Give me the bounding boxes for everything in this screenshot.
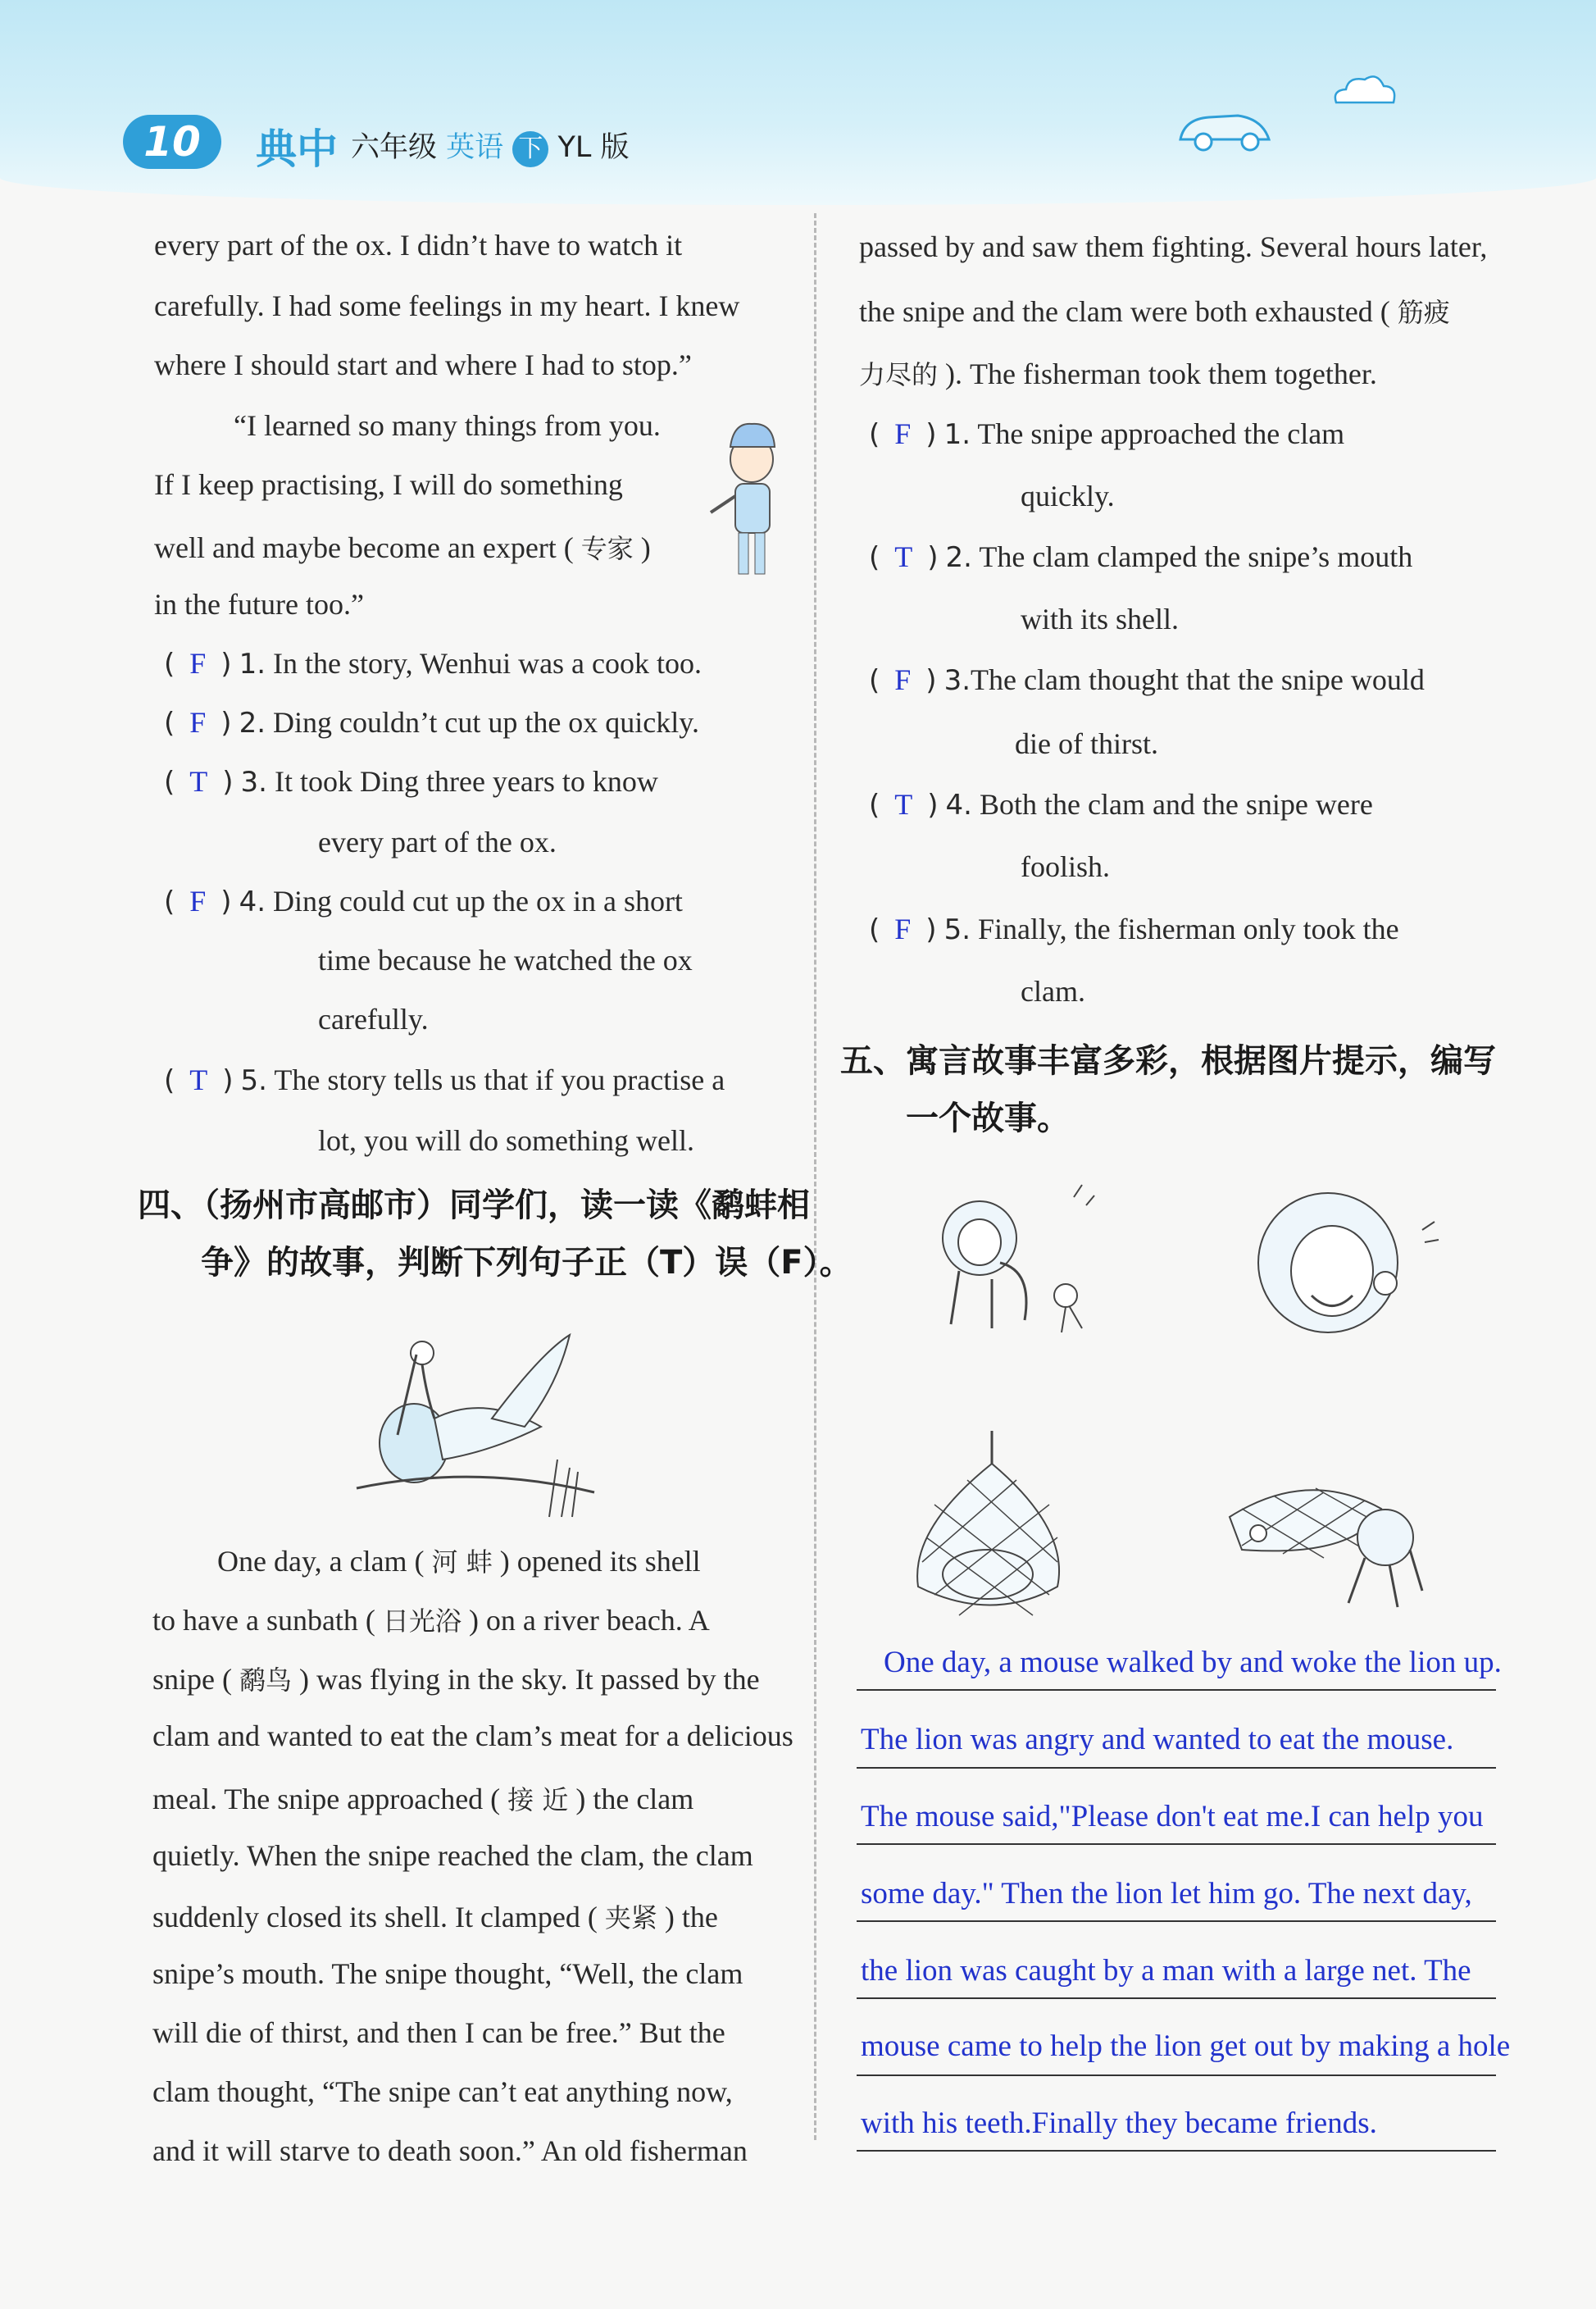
story-answer-line: the lion was caught by a man with a large net. The [861, 1954, 1471, 1988]
story-line: If I keep practising, I will do something [154, 468, 623, 501]
brand-logo: 典中 [256, 125, 338, 173]
question-row: ( F ) 5. Finally, the fisherman only took the [869, 913, 1399, 946]
section5-title: 五、寓言故事丰富多彩，根据图片提示，编写 [840, 1042, 1496, 1080]
answer-mark: T [894, 540, 913, 573]
question-row: ( T ) 3. It took Ding three years to know [164, 765, 658, 799]
story2-line: snipe ( 鹬鸟 ) was flying in the sky. It passed by the [152, 1663, 760, 1696]
lion-mouse-picture-2 [1238, 1181, 1451, 1345]
story-answer-line: One day, a mouse walked by and woke the lion up. [884, 1646, 1502, 1679]
cloud-decoration-icon [1328, 70, 1402, 111]
answer-mark: T [189, 1063, 208, 1096]
lion-in-net-picture-3 [902, 1431, 1066, 1624]
question-cont: carefully. [318, 1003, 429, 1036]
answer-mark: F [189, 885, 207, 918]
answer-mark: T [894, 788, 913, 821]
story-line: in the future too.” [154, 588, 364, 621]
story2-line: quietly. When the snipe reached the clam, the clam [152, 1839, 753, 1872]
approach-translation: 接 近 [507, 1784, 569, 1815]
story2-line: clam thought, “The snipe can’t eat anything now, [152, 2075, 733, 2108]
story2-line: meal. The snipe approached ( 接 近 ) the clam [152, 1783, 694, 1815]
lion-mouse-picture-1 [910, 1181, 1123, 1345]
question-row: ( F ) 4. Ding could cut up the ox in a short [164, 885, 683, 918]
question-cont: quickly. [1021, 480, 1115, 512]
subject-label: 英语 [446, 131, 504, 164]
story-answer-line: The lion was angry and wanted to eat the mouse. [861, 1723, 1454, 1756]
story2-cont-line: 力尽的 ). The fisherman took them together. [859, 358, 1377, 390]
answer-mark: F [894, 417, 912, 450]
answer-mark: T [189, 765, 208, 798]
story2-line: clam and wanted to eat the clam’s meat for a delicious [152, 1719, 793, 1752]
story-line: every part of the ox. I didn’t have to watch it [154, 229, 683, 262]
story-answer-line: some day." Then the lion let him go. The next day, [861, 1877, 1472, 1911]
answer-mark: F [894, 913, 912, 945]
section4-title: 四、（扬州市高邮市）同学们，读一读《鹬蚌相 [138, 1186, 810, 1224]
header-title [351, 125, 629, 167]
question-cont: time because he watched the ox [318, 944, 693, 977]
grade-label: 六年级 [351, 131, 438, 164]
story-line: carefully. I had some feelings in my heart. I knew [154, 289, 740, 322]
clamp-translation: 夹紧 [604, 1902, 657, 1933]
edition-label: YL 版 [557, 131, 630, 164]
story-line: “I learned so many things from you. [234, 409, 661, 442]
answer-mark: F [189, 647, 207, 680]
story-answer-line: The mouse said,"Please don't eat me.I can help you [861, 1800, 1484, 1833]
clam-translation: 河 蚌 [431, 1546, 493, 1578]
question-cont: die of thirst. [1015, 727, 1158, 760]
question-cont: foolish. [1021, 850, 1111, 883]
question-cont: clam. [1021, 975, 1085, 1008]
car-decoration-icon [1172, 94, 1279, 160]
question-row: ( F ) 3.The clam thought that the snipe would [869, 663, 1425, 697]
snipe-translation: 鹬鸟 [239, 1665, 292, 1696]
story2-cont-line: passed by and saw them fighting. Several hours later, [859, 230, 1488, 263]
question-cont: every part of the ox. [318, 826, 557, 858]
boy-illustration [701, 414, 799, 586]
mouse-frees-lion-picture-4 [1225, 1468, 1426, 1611]
question-cont: lot, you will do something well. [318, 1124, 694, 1157]
column-divider [814, 213, 816, 2140]
story-line: well and maybe become an expert ( 专家 ) [154, 531, 651, 564]
story2-line: will die of thirst, and then I can be free.” But the [152, 2016, 725, 2049]
story2-line: suddenly closed its shell. It clamped ( 夹紧 ) the [152, 1901, 718, 1933]
story2-line: to have a sunbath ( 日光浴 ) on a river beach. A [152, 1604, 710, 1637]
sunbath-translation: 日光浴 [382, 1605, 462, 1637]
question-cont: with its shell. [1021, 603, 1180, 635]
answer-mark: F [189, 706, 207, 739]
section5-title-cont: 一个故事。 [906, 1100, 1070, 1137]
exhausted-translation: 筋疲 [1397, 297, 1450, 328]
story-line: where I should start and where I had to stop.” [154, 348, 692, 381]
page-number: 10 [123, 115, 221, 169]
story-answer-line: mouse came to help the lion get out by making a hole [861, 2029, 1511, 2063]
story2-cont-line: the snipe and the clam were both exhausted ( 筋疲 [859, 295, 1450, 328]
story2-line: and it will starve to death soon.” An old fisherman [152, 2134, 748, 2167]
question-row: ( F ) 2. Ding couldn’t cut up the ox quickly. [164, 706, 699, 740]
story-answer-line: with his teeth.Finally they became friends. [861, 2106, 1377, 2140]
question-row: ( T ) 4. Both the clam and the snipe were [869, 788, 1373, 822]
question-row: ( F ) 1. In the story, Wenhui was a cook too. [164, 647, 703, 681]
story2-line: One day, a clam ( 河 蚌 ) opened its shell [217, 1545, 701, 1578]
answer-mark: F [894, 663, 912, 696]
volume-badge: 下 [512, 131, 548, 167]
question-row: ( F ) 1. The snipe approached the clam [869, 417, 1345, 451]
question-row: ( T ) 2. The clam clamped the snipe’s mouth [869, 540, 1413, 574]
question-row: ( T ) 5. The story tells us that if you practise a [164, 1063, 725, 1097]
expert-translation: 专家 [580, 533, 634, 564]
snipe-clam-illustration [352, 1328, 598, 1521]
story2-line: snipe’s mouth. The snipe thought, “Well, the clam [152, 1957, 743, 1990]
section4-title-cont: 争》的故事，判断下列句子正（T）误（F）。 [201, 1244, 853, 1282]
